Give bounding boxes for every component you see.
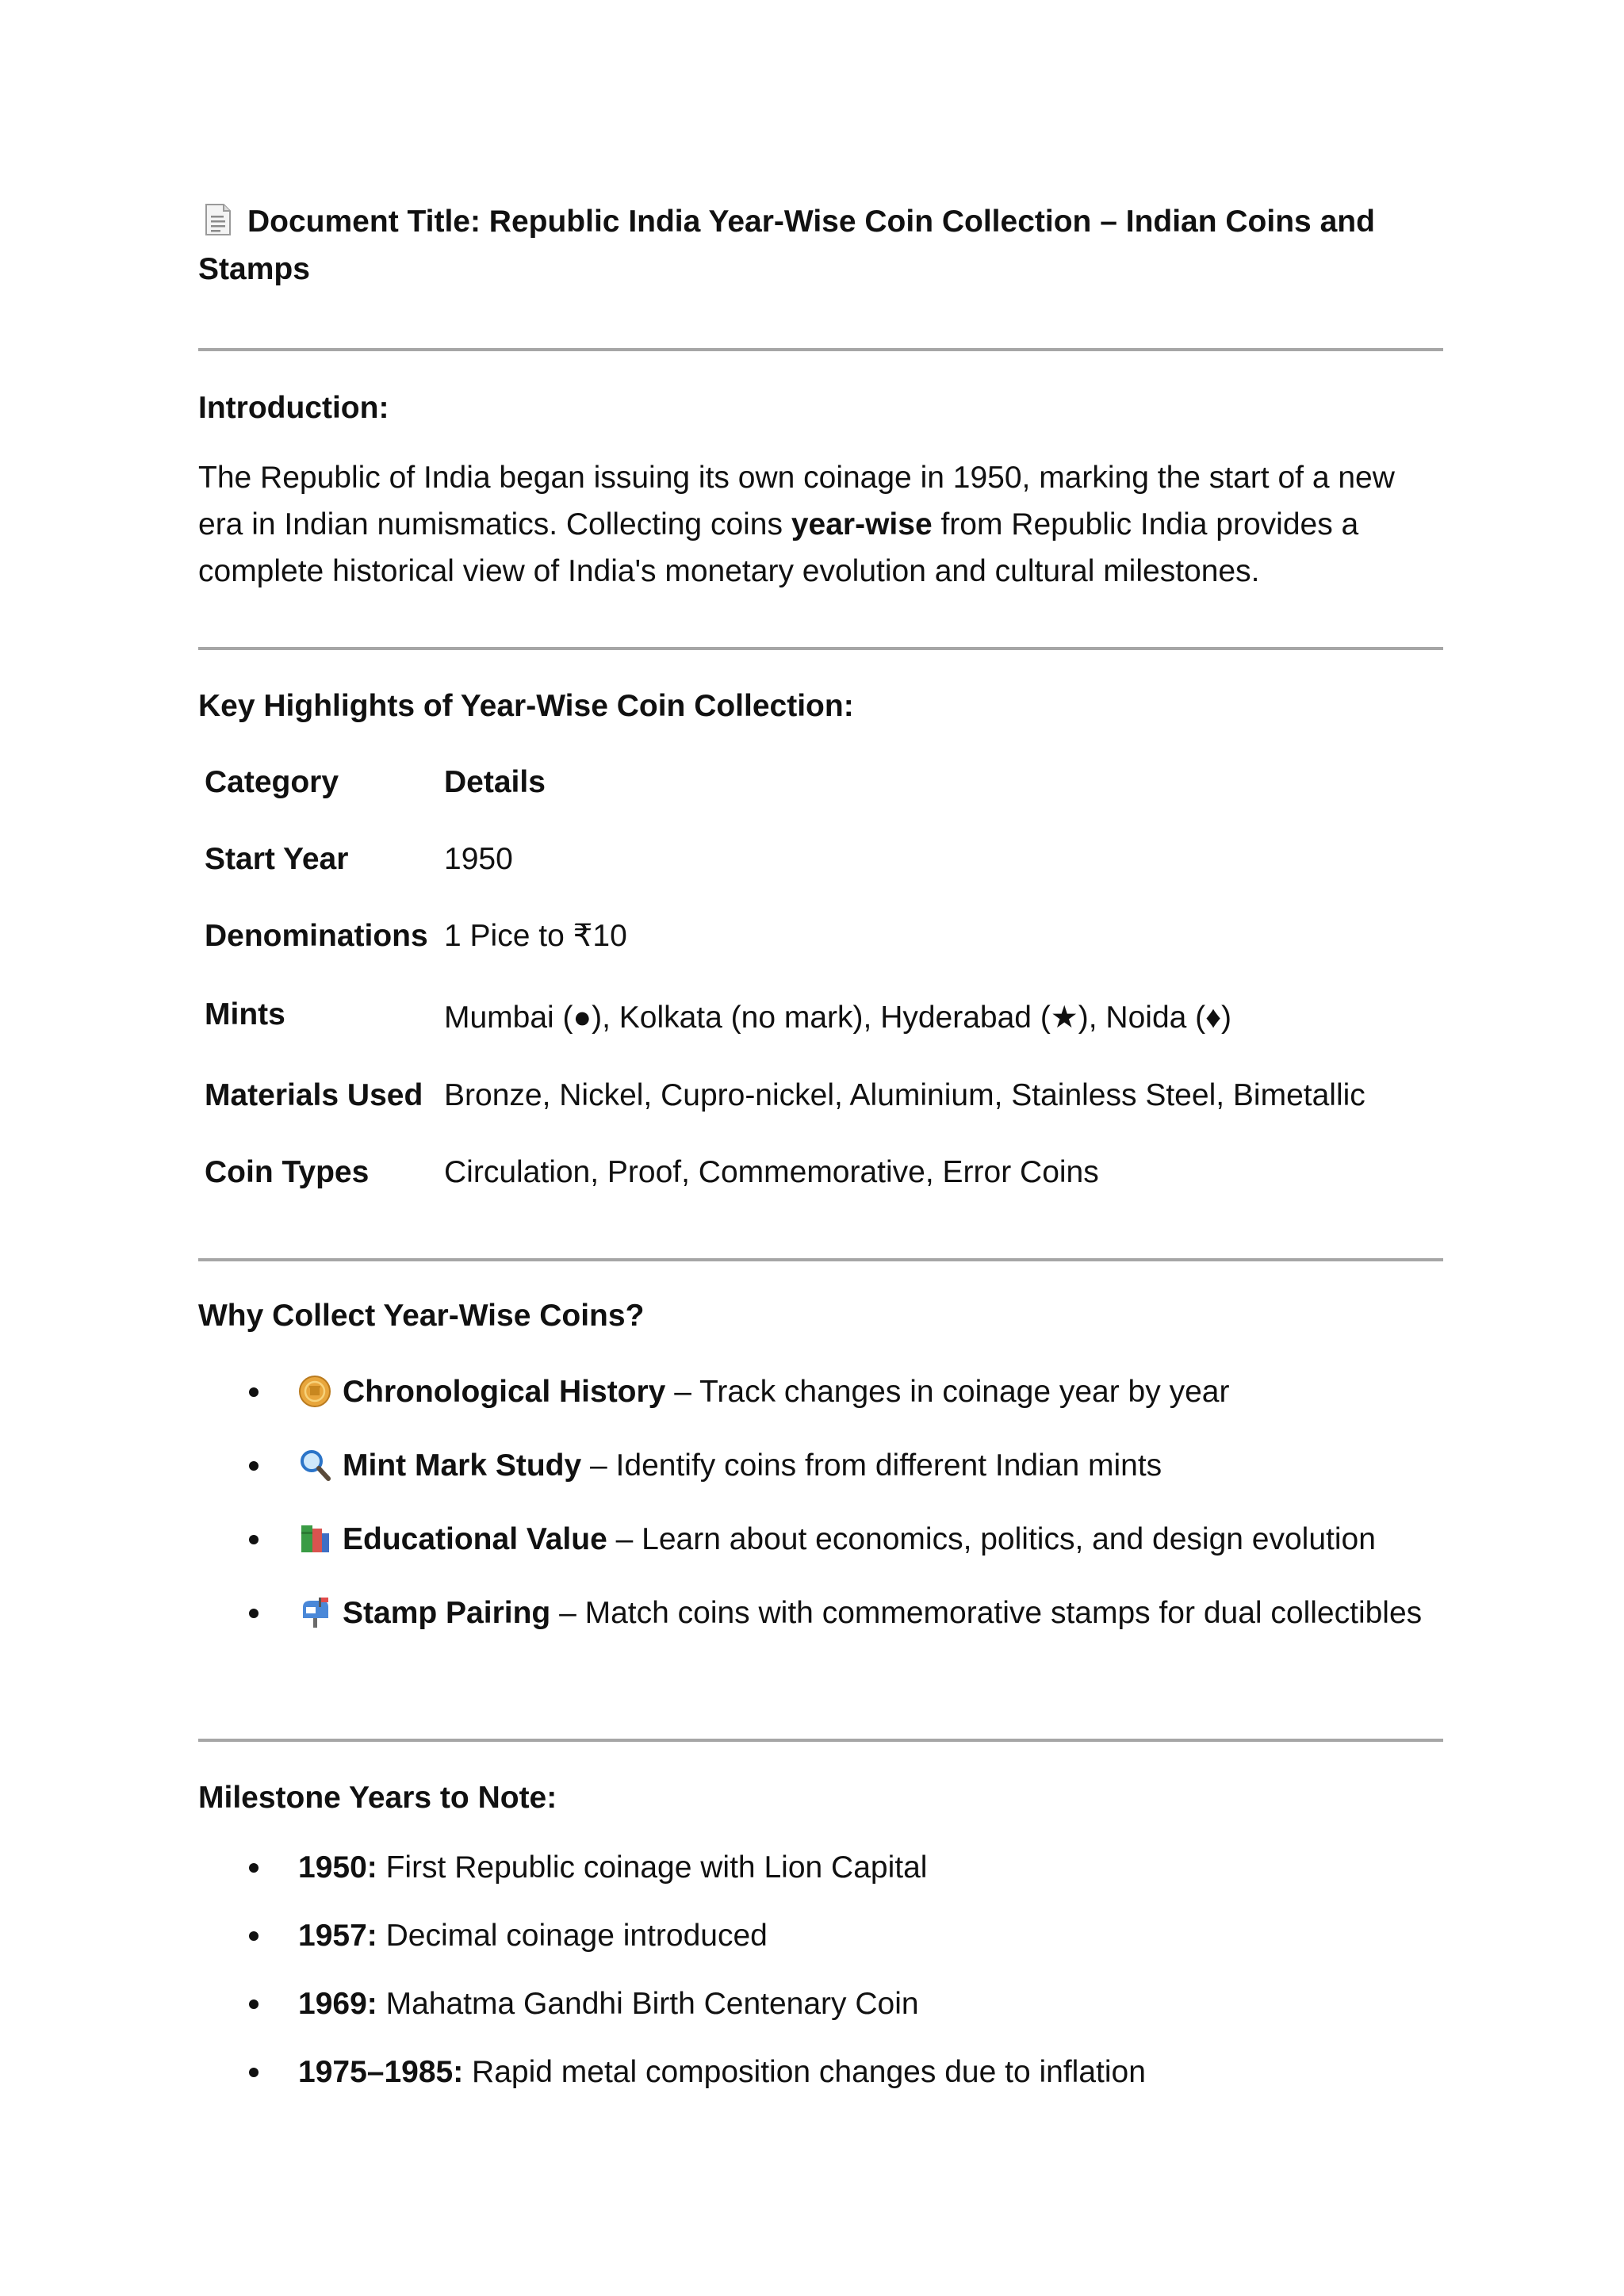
introduction-heading: Introduction: bbox=[198, 391, 389, 425]
header-category: Category bbox=[205, 765, 339, 799]
bullet-icon bbox=[249, 1609, 259, 1618]
bullet-icon bbox=[249, 1863, 259, 1873]
intro-text-part-1: The Republic of India began issuing its own coinage in 1950, marking the start of a new era in Indian numismatics. Collecting coins bbox=[198, 461, 1395, 541]
why-item-text: – Track changes in coinage year by year bbox=[665, 1375, 1230, 1409]
milestone-year: 1975–1985: bbox=[298, 2055, 464, 2089]
why-item-text: – Identify coins from different Indian mints bbox=[581, 1448, 1162, 1483]
why-item-text: – Match coins with commemorative stamps for dual collectibles bbox=[550, 1596, 1423, 1630]
milestone-text: Rapid metal composition changes due to inflation bbox=[463, 2055, 1146, 2089]
row-category: Start Year bbox=[205, 842, 349, 876]
milestone-year: 1950: bbox=[298, 1850, 377, 1885]
intro-text-part-2: from Republic India provides a complete historical view of India's monetary evolution and cultural milestones. bbox=[198, 507, 1359, 588]
introduction-paragraph bbox=[198, 454, 1443, 595]
why-collect-heading: Why Collect Year-Wise Coins? bbox=[198, 1299, 645, 1333]
row-details: Mumbai (●), Kolkata (no mark), Hyderabad (★), Noida (♦) bbox=[444, 1001, 1232, 1035]
milestone-text: First Republic coinage with Lion Capital bbox=[377, 1850, 928, 1885]
bullet-icon bbox=[249, 1999, 259, 2009]
magnifier-icon bbox=[298, 1448, 331, 1482]
row-category: Materials Used bbox=[205, 1078, 423, 1112]
row-details: 1 Pice to ₹10 bbox=[444, 919, 627, 953]
milestone-year: 1969: bbox=[298, 1987, 377, 2021]
mailbox-icon bbox=[298, 1596, 331, 1629]
why-item-text: – Learn about economics, politics, and design evolution bbox=[607, 1522, 1376, 1556]
bullet-icon bbox=[249, 2068, 259, 2077]
coin-icon bbox=[298, 1375, 331, 1408]
bullet-icon bbox=[249, 1931, 259, 1941]
why-item-label: Educational Value bbox=[343, 1522, 607, 1556]
intro-text-bold: year-wise bbox=[791, 507, 933, 541]
bullet-icon bbox=[249, 1535, 259, 1544]
milestone-text: Decimal coinage introduced bbox=[377, 1919, 768, 1953]
divider bbox=[198, 1258, 1443, 1261]
bullet-icon bbox=[249, 1387, 259, 1397]
highlights-heading: Key Highlights of Year-Wise Coin Collection: bbox=[198, 689, 854, 723]
books-icon bbox=[298, 1522, 331, 1556]
divider bbox=[198, 1739, 1443, 1742]
divider bbox=[198, 647, 1443, 650]
row-category: Denominations bbox=[205, 919, 428, 953]
why-item-label: Mint Mark Study bbox=[343, 1448, 582, 1483]
header-details: Details bbox=[444, 765, 546, 799]
document-title bbox=[198, 198, 1443, 293]
why-item-label: Stamp Pairing bbox=[343, 1596, 551, 1630]
row-category: Mints bbox=[205, 997, 285, 1031]
divider bbox=[198, 348, 1443, 351]
title-line-1: Document Title: Republic India Year-Wise Coin Collection – Indian Coins and bbox=[247, 205, 1375, 239]
bullet-icon bbox=[249, 1461, 259, 1471]
row-details: Circulation, Proof, Commemorative, Error Coins bbox=[444, 1155, 1099, 1189]
document-icon bbox=[205, 203, 232, 236]
row-details: 1950 bbox=[444, 842, 513, 876]
milestones-heading: Milestone Years to Note: bbox=[198, 1781, 557, 1815]
milestone-year: 1957: bbox=[298, 1919, 377, 1953]
why-item-label: Chronological History bbox=[343, 1375, 666, 1409]
milestone-text: Mahatma Gandhi Birth Centenary Coin bbox=[377, 1987, 919, 2021]
row-category: Coin Types bbox=[205, 1155, 370, 1189]
title-line-2: Stamps bbox=[198, 252, 310, 286]
row-details: Bronze, Nickel, Cupro-nickel, Aluminium, Stainless Steel, Bimetallic bbox=[444, 1078, 1365, 1112]
